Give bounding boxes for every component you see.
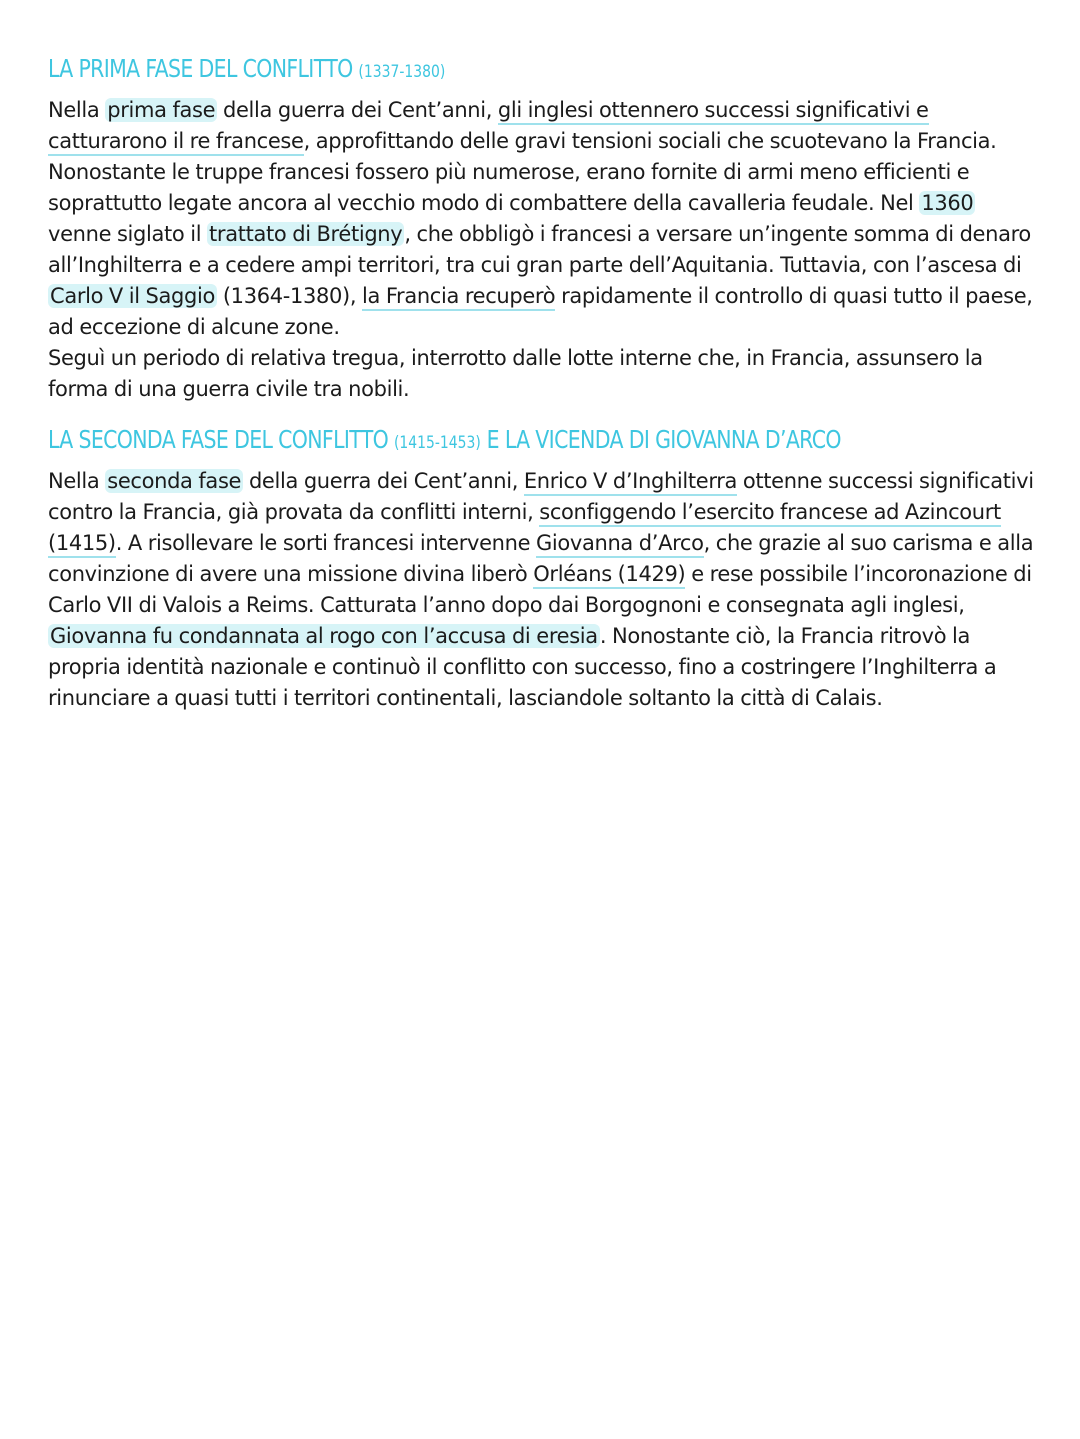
heading-text: LA PRIMA FASE DEL CONFLITTO xyxy=(48,54,353,83)
underlined-text: gli inglesi ottennero successi significativi e catturarono il re francese xyxy=(48,98,929,156)
section-seconda-fase xyxy=(48,423,1038,714)
highlighted-text: Carlo V il Saggio xyxy=(50,284,216,308)
text-run: Seguì un periodo di relativa tregua, interrotto dalle lotte interne che, in Francia, assunsero la forma di una guerra civile tra nobili. xyxy=(48,346,983,401)
text-run: e rese possibile l’incoronazione di Carlo VII di Valois a Reims. Catturata l’anno dopo dai Borgognoni e consegnata agli inglesi, xyxy=(48,562,1032,617)
underlined-text: la Francia recuperò xyxy=(362,284,555,311)
text-run: . A risollevare le sorti francesi intervenne xyxy=(115,531,536,555)
underlined-text: Enrico V d’Inghilterra xyxy=(524,469,737,496)
text-run: della guerra dei Cent’anni, xyxy=(243,469,524,493)
text-run: , che grazie al suo carisma e alla convinzione di avere una missione divina liberò xyxy=(48,531,1034,586)
section-paragraph xyxy=(48,95,1038,405)
text-run: venne siglato il xyxy=(48,222,208,246)
highlighted-text: seconda fase xyxy=(107,469,242,493)
text-run: , che obbligò i francesi a versare un’ingente somma di denaro all’Inghilterra e a cedere ampi territori, tra cui gran parte dell’Aquitania. Tuttavia, con l’ascesa di xyxy=(48,222,1031,277)
section-prima-fase xyxy=(48,52,1038,405)
heading-dates: (1337-1380) xyxy=(358,62,446,82)
section-heading xyxy=(48,52,860,89)
underlined-text: sconfiggendo l’esercito francese ad Azincourt (1415) xyxy=(48,500,1001,558)
text-run: . Nonostante ciò, la Francia ritrovò la propria identità nazionale e continuò il conflitto con successo, fino a costringere l’Inghilterra a rinunciare a quasi tutti i territori continentali, lasciandole soltanto la città di Calais. xyxy=(48,624,997,710)
highlighted-text: 1360 xyxy=(921,191,974,215)
text-run: ottenne successi significativi contro la Francia, già provata da conflitti interni, xyxy=(48,469,1034,524)
heading-text: LA SECONDA FASE DEL CONFLITTO xyxy=(48,425,389,454)
highlighted-text: trattato di Brétigny xyxy=(209,222,403,246)
heading-suffix: E LA VICENDA DI GIOVANNA D’ARCO xyxy=(486,425,841,454)
text-run: (1364-1380), xyxy=(217,284,362,308)
heading-dates: (1415-1453) xyxy=(393,433,481,453)
document-page xyxy=(48,52,1038,714)
text-run: rapidamente il controllo di quasi tutto il paese, ad eccezione di alcune zone. xyxy=(48,284,1033,339)
text-run: Nella xyxy=(48,469,106,493)
section-heading xyxy=(48,423,860,460)
text-run: Nella xyxy=(48,98,106,122)
text-run: , approfittando delle gravi tensioni sociali che scuotevano la Francia. Nonostante le truppe francesi fossero più numerose, erano fornite di armi meno efficienti e soprattutto legate ancora al vecchio modo di combattere della cavalleria feudale. Nel xyxy=(48,129,997,215)
highlighted-text: Giovanna fu condannata al rogo con l’accusa di eresia xyxy=(50,624,598,648)
underlined-text: Giovanna d’Arco xyxy=(536,531,704,558)
text-run: della guerra dei Cent’anni, xyxy=(217,98,498,122)
highlighted-text: prima fase xyxy=(107,98,216,122)
underlined-text: Orléans (1429) xyxy=(533,562,685,589)
section-paragraph xyxy=(48,466,1038,714)
